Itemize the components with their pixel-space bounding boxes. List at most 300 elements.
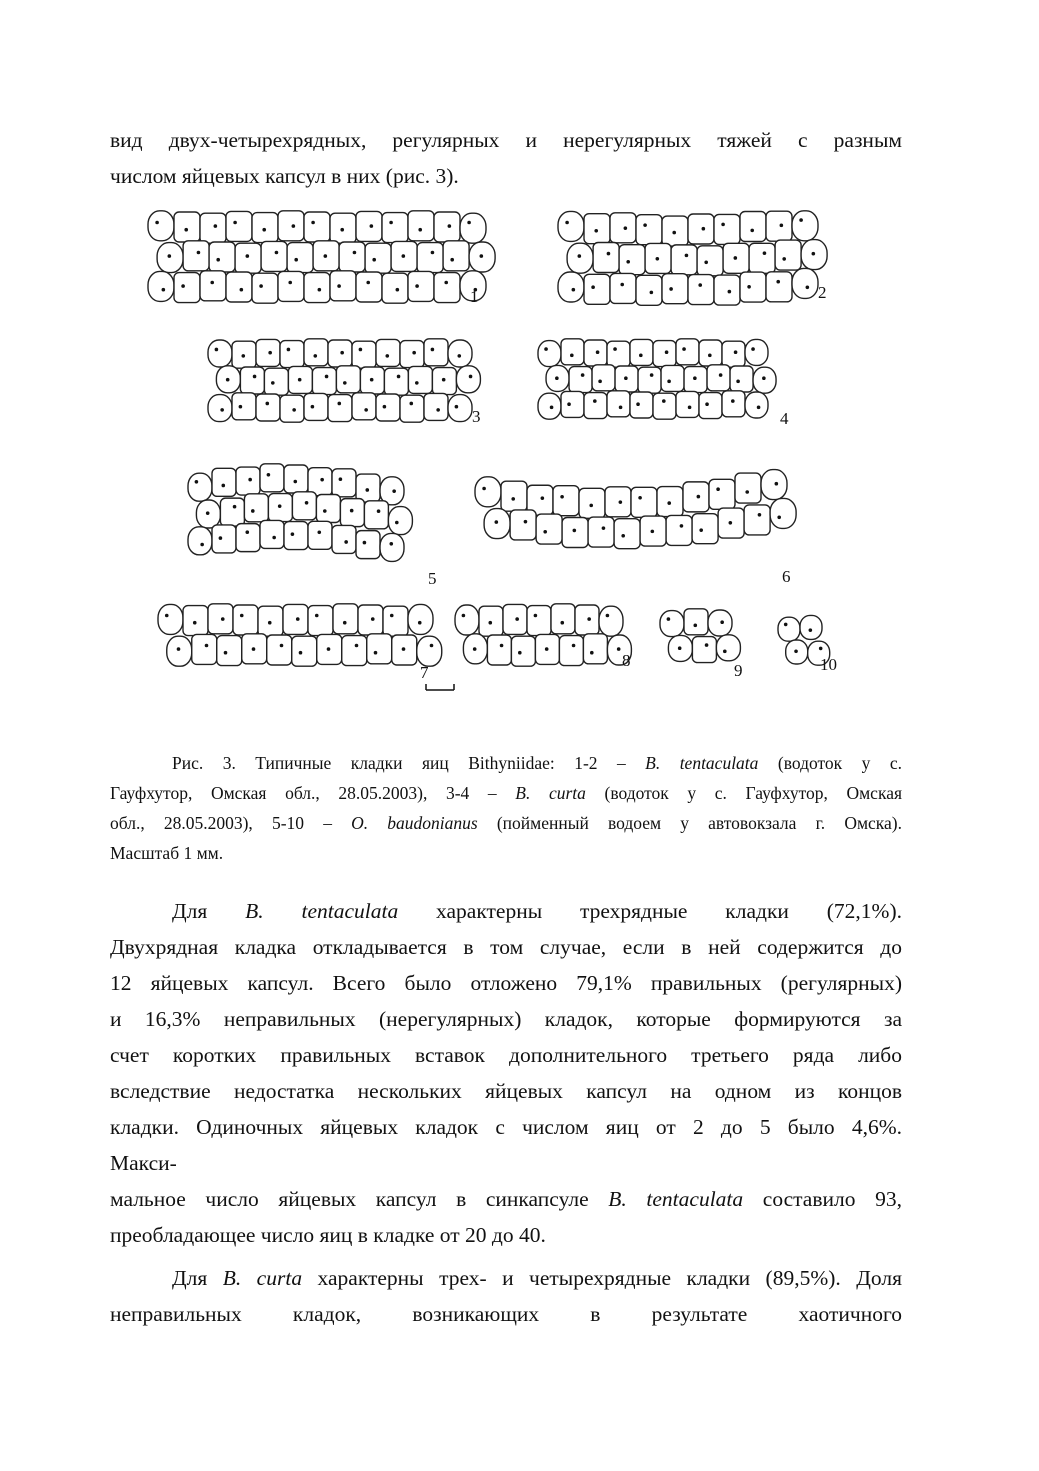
egg-nucleus (665, 350, 669, 354)
egg-capsule (356, 272, 382, 302)
egg-capsule (653, 393, 676, 419)
egg-nucleus (636, 402, 640, 406)
egg-nucleus (560, 621, 564, 625)
egg-nucleus (374, 651, 378, 655)
egg-nucleus (365, 488, 369, 492)
egg-capsule (183, 241, 209, 271)
egg-nucleus (287, 348, 291, 352)
egg-nucleus (372, 258, 376, 262)
egg-clutch (475, 470, 796, 549)
egg-capsule (383, 606, 408, 636)
egg-capsule (740, 212, 766, 242)
egg-nucleus (794, 649, 798, 653)
egg-nucleus (587, 617, 591, 621)
egg-nucleus (324, 254, 328, 258)
egg-capsule (400, 395, 424, 422)
egg-nucleus (418, 228, 422, 232)
egg-capsule (200, 213, 226, 243)
egg-capsule (662, 274, 688, 304)
egg-nucleus (272, 536, 276, 540)
egg-capsule (584, 393, 607, 419)
body-line: Для B. curta характерны трех- и четырехрядные кладки (89,5%). Доля (172, 1266, 902, 1290)
egg-nucleus (181, 284, 185, 288)
egg-capsule (753, 367, 776, 393)
egg-nucleus (685, 254, 689, 258)
egg-nucleus (591, 285, 595, 289)
egg-nucleus (370, 378, 374, 382)
egg-nucleus (226, 378, 230, 382)
egg-nucleus (780, 224, 784, 228)
egg-capsule (562, 517, 588, 547)
egg-capsule (304, 273, 330, 303)
egg-nucleus (567, 402, 571, 406)
egg-capsule (536, 514, 562, 544)
egg-nucleus (750, 229, 754, 233)
egg-nucleus (751, 347, 755, 351)
egg-nucleus (155, 221, 159, 225)
egg-capsule (417, 243, 443, 273)
egg-nucleus (298, 378, 302, 382)
egg-capsule (208, 340, 232, 367)
egg-nucleus (480, 254, 484, 258)
egg-capsule (579, 488, 605, 518)
egg-nucleus (259, 284, 263, 288)
egg-capsule (722, 391, 745, 417)
egg-capsule (367, 634, 392, 664)
egg-nucleus (431, 251, 435, 255)
egg-nucleus (402, 254, 406, 258)
egg-capsule (312, 368, 336, 395)
egg-capsule (434, 273, 460, 303)
egg-nucleus (457, 354, 461, 358)
egg-nucleus (350, 509, 354, 513)
egg-clutch (188, 464, 412, 562)
egg-capsule (561, 339, 584, 365)
egg-capsule (443, 241, 469, 271)
egg-nucleus (390, 614, 394, 618)
egg-nucleus (543, 530, 547, 534)
egg-capsule (356, 211, 382, 241)
egg-nucleus (495, 520, 499, 524)
egg-capsule (284, 465, 308, 493)
clutch-label: 9 (734, 661, 743, 680)
egg-nucleus (596, 350, 600, 354)
egg-nucleus (364, 408, 368, 412)
egg-capsule (584, 274, 610, 304)
egg-capsule (278, 211, 304, 241)
egg-nucleus (216, 258, 220, 262)
egg-capsule (735, 473, 761, 503)
egg-nucleus (288, 281, 292, 285)
egg-capsule (559, 636, 583, 666)
egg-nucleus (245, 530, 249, 534)
egg-capsule (284, 522, 308, 550)
egg-capsule (308, 606, 333, 636)
egg-nucleus (323, 509, 327, 513)
egg-capsule (235, 243, 261, 273)
egg-nucleus (697, 495, 701, 499)
egg-nucleus (215, 348, 219, 352)
clutch-label: 10 (820, 655, 837, 674)
egg-capsule (800, 615, 822, 639)
egg-nucleus (613, 347, 617, 351)
egg-capsule (630, 392, 653, 418)
egg-nucleus (680, 524, 684, 528)
clutch-label: 7 (420, 663, 429, 682)
egg-nucleus (757, 406, 761, 410)
egg-capsule (167, 636, 192, 666)
egg-nucleus (397, 375, 401, 379)
egg-nucleus (524, 520, 528, 524)
egg-nucleus (239, 405, 243, 409)
body-line: и 16,3% неправильных (нерегулярных) кладок, которые формируются за (110, 1007, 902, 1031)
egg-nucleus (550, 406, 554, 410)
egg-capsule (174, 273, 200, 303)
egg-capsule (260, 520, 284, 548)
egg-nucleus (268, 351, 272, 355)
intro-paragraph (110, 122, 902, 194)
egg-capsule (592, 365, 615, 391)
egg-nucleus (292, 408, 296, 412)
egg-capsule (487, 635, 511, 665)
egg-nucleus (359, 348, 363, 352)
egg-nucleus (617, 647, 621, 651)
egg-nucleus (729, 521, 733, 525)
egg-capsule (417, 636, 442, 666)
body-line: неправильных кладок, возникающих в результате хаотичного (110, 1302, 902, 1326)
egg-nucleus (299, 651, 303, 655)
egg-capsule (538, 341, 561, 367)
egg-capsule (261, 241, 287, 271)
body-line: Двухрядная кладка откладывается в том случае, если в ней содержится до (110, 935, 902, 959)
egg-nucleus (248, 478, 252, 482)
egg-capsule (424, 393, 448, 420)
egg-nucleus (436, 408, 440, 412)
egg-nucleus (268, 621, 272, 625)
egg-capsule (671, 245, 697, 275)
egg-nucleus (482, 487, 486, 491)
egg-capsule (183, 606, 208, 636)
egg-nucleus (784, 623, 788, 627)
egg-nucleus (698, 283, 702, 287)
egg-nucleus (775, 482, 779, 486)
egg-capsule (688, 214, 714, 244)
egg-capsule (408, 271, 434, 301)
egg-capsule (256, 339, 280, 366)
egg-nucleus (669, 287, 673, 291)
egg-capsule (778, 617, 800, 641)
egg-capsule (599, 606, 623, 636)
egg-capsule (236, 524, 260, 552)
egg-nucleus (355, 644, 359, 648)
egg-capsule (630, 339, 653, 365)
egg-capsule (339, 242, 365, 272)
egg-nucleus (340, 351, 344, 355)
egg-capsule (244, 494, 268, 522)
egg-capsule (766, 211, 792, 241)
egg-nucleus (731, 399, 735, 403)
egg-nucleus (662, 399, 666, 403)
egg-nucleus (747, 285, 751, 289)
egg-nucleus (177, 647, 181, 651)
clutch-label: 6 (782, 567, 791, 586)
egg-capsule (364, 501, 388, 529)
egg-capsule (217, 636, 242, 666)
egg-capsule (676, 391, 699, 417)
egg-nucleus (704, 261, 708, 265)
egg-nucleus (233, 505, 237, 509)
egg-nucleus (265, 402, 269, 406)
egg-capsule (333, 604, 358, 634)
egg-capsule (340, 499, 364, 527)
egg-nucleus (672, 231, 676, 235)
egg-capsule (358, 605, 383, 635)
egg-capsule (342, 636, 367, 666)
egg-capsule (503, 604, 527, 634)
egg-nucleus (184, 228, 188, 232)
egg-nucleus (688, 406, 692, 410)
egg-capsule (745, 392, 768, 418)
egg-nucleus (736, 380, 740, 384)
egg-capsule (226, 272, 252, 302)
body-line: кладки. Одиночных яйцевых кладок с числом яиц от 2 до 5 было 4,6%. (110, 1115, 902, 1139)
egg-capsule (280, 341, 304, 368)
egg-nucleus (624, 376, 628, 380)
egg-nucleus (473, 647, 477, 651)
caption-line: Масштаб 1 мм. (110, 843, 224, 863)
egg-nucleus (573, 529, 577, 533)
egg-capsule (614, 519, 640, 549)
egg-nucleus (353, 251, 357, 255)
egg-nucleus (275, 251, 279, 255)
egg-nucleus (291, 532, 295, 536)
egg-nucleus (389, 542, 393, 546)
egg-nucleus (745, 490, 749, 494)
egg-capsule (688, 275, 714, 305)
egg-nucleus (193, 621, 197, 625)
egg-capsule (775, 240, 801, 270)
egg-nucleus (455, 405, 459, 409)
egg-capsule (264, 368, 288, 395)
egg-capsule (792, 211, 818, 241)
egg-capsule (455, 605, 479, 635)
egg-nucleus (442, 378, 446, 382)
egg-capsule (631, 487, 657, 517)
egg-nucleus (339, 477, 343, 481)
egg-nucleus (168, 254, 172, 258)
egg-capsule (722, 341, 745, 367)
clutch-label: 1 (470, 287, 479, 306)
egg-capsule (766, 272, 792, 302)
intro-line: вид двух-четырехрядных, регулярных и нерегулярных тяжей с разным (110, 128, 902, 152)
egg-nucleus (371, 617, 375, 621)
egg-nucleus (782, 257, 786, 261)
egg-nucleus (702, 227, 706, 231)
egg-capsule (605, 487, 631, 517)
egg-nucleus (197, 251, 201, 255)
egg-nucleus (415, 284, 419, 288)
egg-nucleus (210, 281, 214, 285)
egg-nucleus (370, 224, 374, 228)
egg-capsule (365, 243, 391, 273)
egg-capsule (188, 527, 212, 555)
egg-capsule (200, 271, 226, 301)
egg-capsule (684, 609, 708, 635)
clutch-label: 4 (780, 409, 789, 428)
egg-capsule (287, 243, 313, 273)
egg-nucleus (469, 375, 473, 379)
egg-nucleus (500, 644, 504, 648)
egg-capsule (408, 604, 433, 634)
egg-nucleus (777, 516, 781, 520)
egg-nucleus (313, 354, 317, 358)
egg-clutch (158, 604, 442, 666)
egg-capsule (278, 271, 304, 301)
egg-nucleus (219, 536, 223, 540)
egg-capsule (209, 242, 235, 272)
egg-capsule (653, 341, 676, 367)
egg-capsule (551, 604, 575, 634)
egg-nucleus (699, 528, 703, 532)
egg-capsule (380, 533, 404, 561)
egg-capsule (716, 635, 740, 661)
egg-capsule (708, 610, 732, 636)
egg-nucleus (293, 480, 297, 484)
egg-capsule (584, 214, 610, 244)
egg-nucleus (619, 500, 623, 504)
egg-capsule (661, 365, 684, 391)
curta-paragraph (110, 1260, 902, 1332)
egg-capsule (749, 243, 775, 273)
egg-capsule (676, 339, 699, 365)
egg-nucleus (205, 644, 209, 648)
egg-nucleus (409, 402, 413, 406)
egg-capsule (770, 498, 796, 528)
egg-capsule (280, 395, 304, 422)
egg-nucleus (337, 284, 341, 288)
egg-nucleus (340, 228, 344, 232)
egg-capsule (212, 525, 236, 553)
egg-nucleus (589, 504, 593, 508)
egg-capsule (610, 273, 636, 303)
egg-capsule (226, 211, 252, 241)
egg-capsule (561, 391, 584, 417)
egg-capsule (292, 492, 316, 520)
egg-nucleus (607, 252, 611, 256)
egg-nucleus (220, 408, 224, 412)
clutch-label: 3 (472, 407, 481, 426)
egg-capsule (352, 393, 376, 420)
egg-capsule (212, 468, 236, 496)
egg-capsule (619, 245, 645, 275)
egg-capsule (434, 212, 460, 242)
egg-clutch (558, 211, 827, 305)
egg-nucleus (162, 288, 166, 292)
egg-capsule (636, 215, 662, 245)
egg-capsule (697, 246, 723, 276)
egg-nucleus (581, 373, 585, 377)
egg-nucleus (462, 614, 466, 618)
egg-nucleus (200, 543, 204, 547)
egg-nucleus (626, 260, 630, 264)
egg-nucleus (292, 224, 296, 228)
egg-capsule (660, 611, 684, 637)
body-line: Макси- (110, 1151, 177, 1175)
egg-capsule (692, 637, 716, 663)
egg-nucleus (705, 402, 709, 406)
egg-capsule (316, 495, 340, 523)
egg-nucleus (560, 495, 564, 499)
egg-capsule (260, 464, 284, 492)
egg-nucleus (385, 354, 389, 358)
egg-capsule (527, 606, 551, 636)
egg-capsule (575, 605, 599, 635)
body-line: 12 яйцевых капсул. Всего было отложено 79,1% правильных (регулярных) (110, 971, 902, 995)
egg-capsule (292, 636, 317, 666)
egg-nucleus (734, 256, 738, 260)
egg-nucleus (572, 288, 576, 292)
egg-capsule (148, 271, 174, 301)
egg-capsule (382, 273, 408, 303)
egg-capsule (233, 605, 258, 635)
egg-capsule (745, 339, 768, 365)
egg-nucleus (682, 347, 686, 351)
egg-capsule (304, 212, 330, 242)
egg-capsule (740, 272, 766, 302)
egg-capsule (636, 275, 662, 305)
egg-nucleus (343, 381, 347, 385)
egg-nucleus (639, 354, 643, 358)
egg-nucleus (311, 405, 315, 409)
egg-capsule (692, 514, 718, 544)
egg-capsule (610, 213, 636, 243)
egg-capsule (448, 395, 472, 422)
egg-nucleus (541, 496, 545, 500)
egg-capsule (304, 339, 328, 366)
egg-nucleus (278, 504, 282, 508)
egg-nucleus (719, 373, 723, 377)
egg-nucleus (450, 258, 454, 262)
egg-nucleus (620, 283, 624, 287)
egg-capsule (714, 214, 740, 244)
egg-nucleus (271, 381, 275, 385)
egg-capsule (593, 243, 619, 273)
egg-capsule (558, 272, 584, 302)
egg-nucleus (392, 489, 396, 493)
egg-nucleus (763, 251, 767, 255)
caption-line: Рис. 3. Типичные кладки яиц Bithyniidae: 1-2 – B. tentaculata (водоток у с. (172, 753, 902, 773)
egg-capsule (236, 467, 260, 495)
egg-nucleus (467, 221, 471, 225)
egg-capsule (699, 393, 722, 419)
egg-nucleus (650, 291, 654, 295)
egg-nucleus (656, 257, 660, 261)
egg-capsule (252, 213, 278, 243)
egg-nucleus (444, 281, 448, 285)
egg-nucleus (720, 620, 724, 624)
egg-capsule (188, 473, 212, 501)
egg-clutch-figure (130, 200, 910, 710)
body-line: мальное число яйцевых капсул в синкапсуле B. tentaculata составило 93, (110, 1187, 902, 1211)
egg-capsule (352, 341, 376, 368)
egg-nucleus (430, 644, 434, 648)
egg-nucleus (812, 252, 816, 256)
egg-capsule (709, 479, 735, 509)
egg-capsule (308, 521, 332, 549)
egg-capsule (336, 366, 360, 393)
egg-nucleus (343, 621, 347, 625)
egg-capsule (304, 393, 328, 420)
